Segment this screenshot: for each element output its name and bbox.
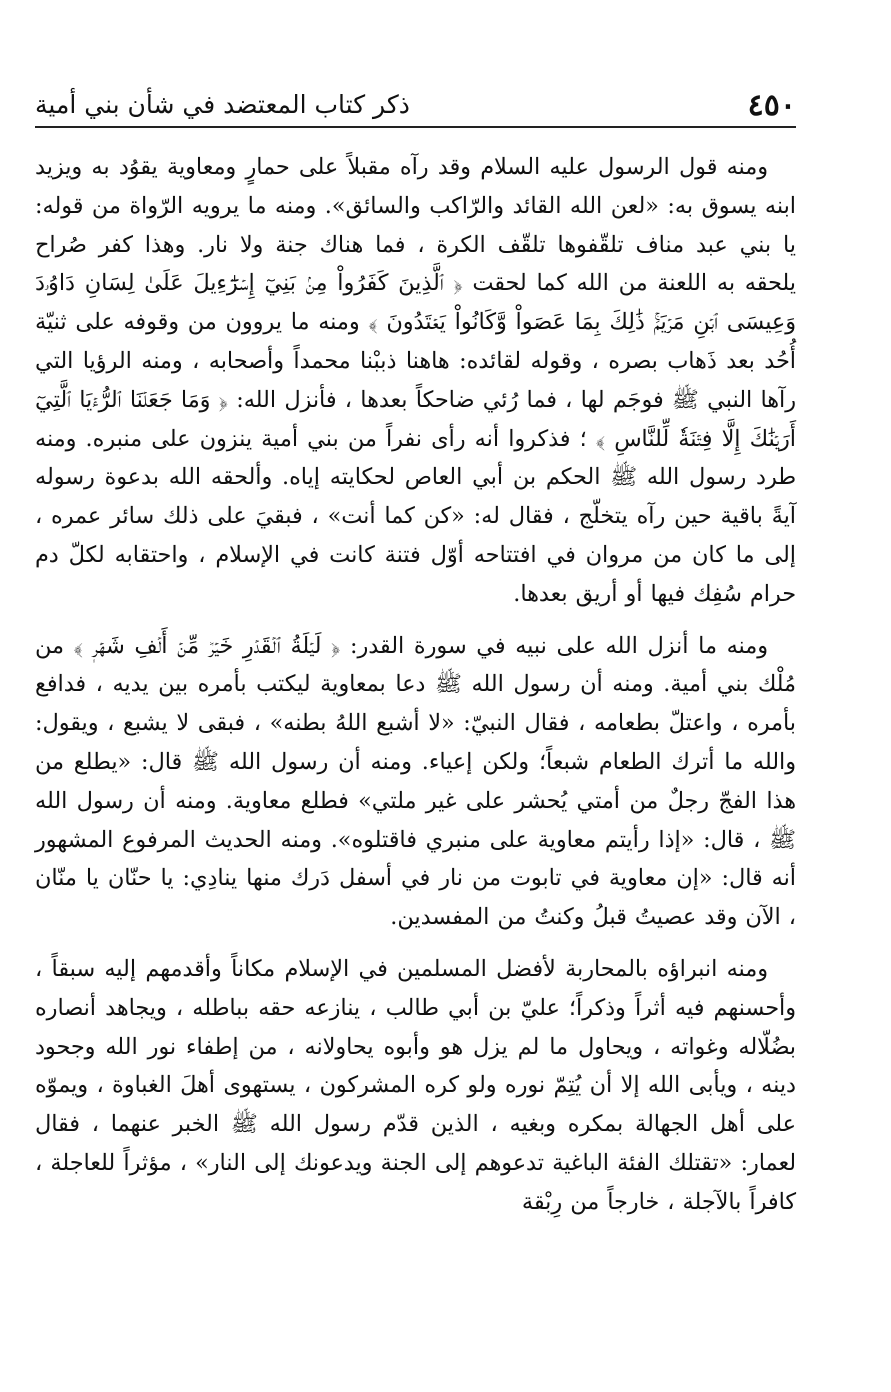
page-number: ٤٥٠ xyxy=(747,88,796,123)
paragraph-1: ومنه قول الرسول عليه السلام وقد رآه مقبلاً على حمارٍ ومعاوية يقوُد به ويزيد ابنه يسوق به: «لعن الله القائد والرّاكب والسائق». ومنه ما يرويه الرّواة من قوله: يا بني عبد مناف تلقّفوها تلقّف الكرة ، فما هناك جنة ولا نار. وهذا كفر صُراح يلحقه به اللعنة من الله كما لحقت ﴿ ٱلَّذِينَ كَفَرُواْ مِنۢ بَنِيٓ إِسۡرَٰٓءِيلَ عَلَىٰ لِسَانِ دَاوُۥدَ وَعِيسَى ٱبۡنِ مَرۡيَمَۚ ذَٰلِكَ بِمَا عَصَواْ وَّكَانُواْ يَعۡتَدُونَ ﴾ ومنه ما يروون من وقوفه على ثنيّة أُحُد بعد ذَهاب بصره ، وقوله لقائده: هاهنا ذببْنا محمداً وأصحابه ، ومنه الرؤيا التي رآها النبي ﷺ فوجَم لها ، فما رُئي ضاحكاً بعدها ، فأنزل الله: ﴿ وَمَا جَعَلۡنَا ٱلرُّءۡيَا ٱلَّتِيٓ أَرَيۡنَٰكَ إِلَّا فِتۡنَةٗ لِّلنَّاسِ ﴾ ؛ فذكروا أنه رأى نفراً من بني أمية ينزون على منبره. ومنه طرد رسول الله ﷺ الحكم بن أبي العاص لحكايته إياه. وألحقه الله بدعوة رسوله آيةً باقية حين رآه يتخلّج ، فقال له: «كن كما أنت» ، فبقيَ على ذلك سائر عمره ، إلى ما كان من مروان في افتتاحه أوّل فتنة كانت في الإسلام ، واحتقابه لكلّ دم حرام سُفِك فيها أو أريق بعدها. xyxy=(35,154,796,607)
page-body xyxy=(35,148,796,1222)
paragraph-2: ومنه ما أنزل الله على نبيه في سورة القدر: ﴿ لَيۡلَةُ ٱلۡقَدۡرِ خَيۡرٞ مِّنۡ أَلۡفِ شَهۡرٖ ﴾ من مُلْك بني أمية. ومنه أن رسول الله ﷺ دعا بمعاوية ليكتب بأمره بين يديه ، فدافع بأمره ، واعتلّ بطعامه ، فقال النبيّ: «لا أشبع اللهُ بطنه» ، فبقى لا يشبع ، ويقول: والله ما أترك الطعام شبعاً؛ ولكن إعياء. ومنه أن رسول الله ﷺ قال: «يطلع من هذا الفجّ رجلٌ من أمتي يُحشر على غير ملتي» فطلع معاوية. ومنه أن رسول الله ﷺ ، قال: «إذا رأيتم معاوية على منبري فاقتلوه». ومنه الحديث المرفوع المشهور أنه قال: «إن معاوية في تابوت من نار في أسفل دَرك منها ينادِي: يا حنّان يا منّان ، الآن وقد عصيتُ قبلُ وكنتُ من المفسدين. xyxy=(35,632,796,931)
page-header xyxy=(35,70,796,128)
paragraph-3: ومنه انبراؤه بالمحاربة لأفضل المسلمين في الإسلام مكاناً وأقدمهم إليه سبقاً ، وأحسنهم فيه أثراً وذكراً؛ عليّ بن أبي طالب ، ينازعه حقه بباطله ، ويجاهد أنصاره بضُلّاله وغواته ، ويحاول ما لم يزل هو وأبوه يحاولانه ، من إطفاء نور الله وجحود دينه ، ويأبى الله إلا أن يُتِمّ نوره ولو كره المشركون ، يستهوى أهلَ الغباوة ، ويموّه على أهل الجهالة بمكره وبغيه ، الذين قدّم رسول الله ﷺ الخبر عنهما ، فقال لعمار: «تقتلك الفئة الباغية تدعوهم إلى الجنة ويدعونك إلى النار» ، مؤثراً للعاجلة ، كافراً بالآجلة ، خارجاً من رِبْقة xyxy=(35,955,796,1215)
running-title: ذكر كتاب المعتضد في شأن بني أمية xyxy=(35,90,410,119)
